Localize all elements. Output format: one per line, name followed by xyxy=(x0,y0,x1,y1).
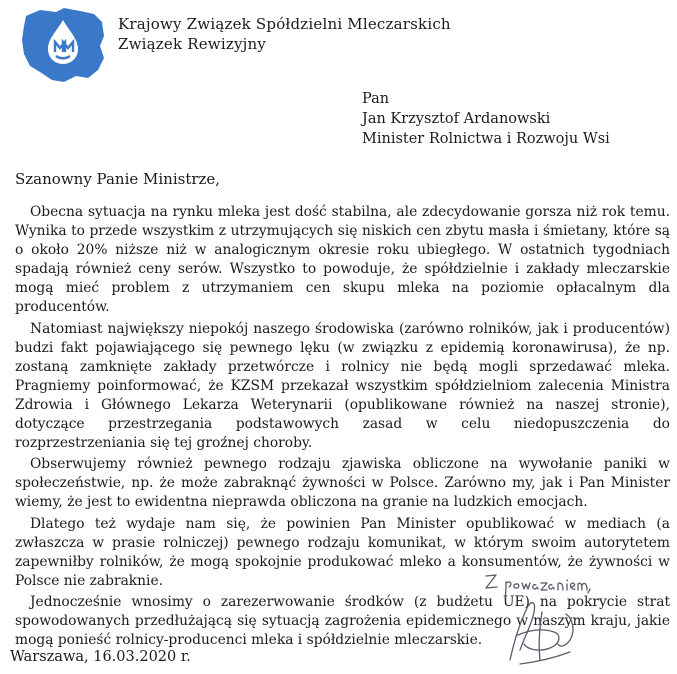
salutation: Szanowny Panie Ministrze, xyxy=(15,170,221,188)
recipient-position: Minister Rolnictwa i Rozwoju Wsi xyxy=(362,131,610,147)
organization-header xyxy=(118,14,451,54)
paragraph: Obserwujemy również pewnego rodzaju zjawiska obliczone na wywołanie paniki w społeczeństwie, np. że może zabraknąć żywności w Polsce. Zarówno my, jak i Pan Minister wiemy, że jest to ewidentna nieprawda obliczona na granie na ludzkich emocjach. xyxy=(15,456,670,511)
paragraph: Dlatego też wydaje nam się, że powinien Pan Minister opublikować w mediach (a zwłaszcza w prasie rolniczej) pewnego rodzaju komunikat, w którym swoim autorytetem zapewniłby rolników, że mogą spokojnie produkować mleko a konsumentów, że żywności w Polsce nie zabraknie. xyxy=(15,515,670,589)
paragraph: Jednocześnie wnosimy o zarezerwowanie środków (z budżetu UE) na pokrycie strat spowodowanych przedłużającą się sytuacją zagrożenia epidemicznego w naszym kraju, jakie mogą ponieść rolnicy-producenci mleka i spółdzielnie mleczarskie. xyxy=(15,593,670,649)
organization-name: Krajowy Związek Spółdzielni Mleczarskich xyxy=(118,15,451,33)
recipient-name: Jan Krzysztof Ardanowski xyxy=(362,111,551,127)
map-of-poland-with-milk-drop-logo-icon xyxy=(18,6,108,86)
handwritten-signature-image xyxy=(480,572,630,670)
signature xyxy=(480,572,630,670)
paragraph: Obecna sytuacja na rynku mleka jest dość stabilna, ale zdecydowanie gorsza niż rok temu. Wynika to przede wszystkim z utrzymujących się niskich cen zbytu masła i śmietany, które są o około 20% niższe niż w analogicznym okresie roku ubiegłego. W ostatnich tygodniach spadają również ceny serów. Wszystko to powoduje, że spółdzielnie i zakłady mleczarskie mogą mieć problem z utrzymaniem cen skupu mleka na poziomie opłacalnym dla producentów. xyxy=(15,204,670,316)
organization-subtitle: Związek Rewizyjny xyxy=(118,35,267,53)
recipient-block xyxy=(362,89,610,149)
paragraph: Natomiast największy niepokój naszego środowiska (zarówno rolników, jak i producentów) budzi fakt pojawiającego się pewnego lęku (w związku z epidemią koronawirusa), że np. zostaną zamknięte zakłady przetwórcze i rolnicy nie będą mogli sprzedawać mleka. Pragniemy poinformować, że KZSM przekazał wszystkim spółdzielniom zalecenia Ministra Zdrowia i Głównego Lekarza Weterynarii (opublikowane również na naszej stronie), dotyczące przestrzegania podstawowych zasad w celu niedopuszczenia do rozprzestrzeniania się tej groźnej choroby. xyxy=(15,320,670,452)
place-and-date: Warszawa, 16.03.2020 r. xyxy=(10,649,191,665)
organization-logo xyxy=(18,6,108,86)
recipient-title: Pan xyxy=(362,91,390,107)
